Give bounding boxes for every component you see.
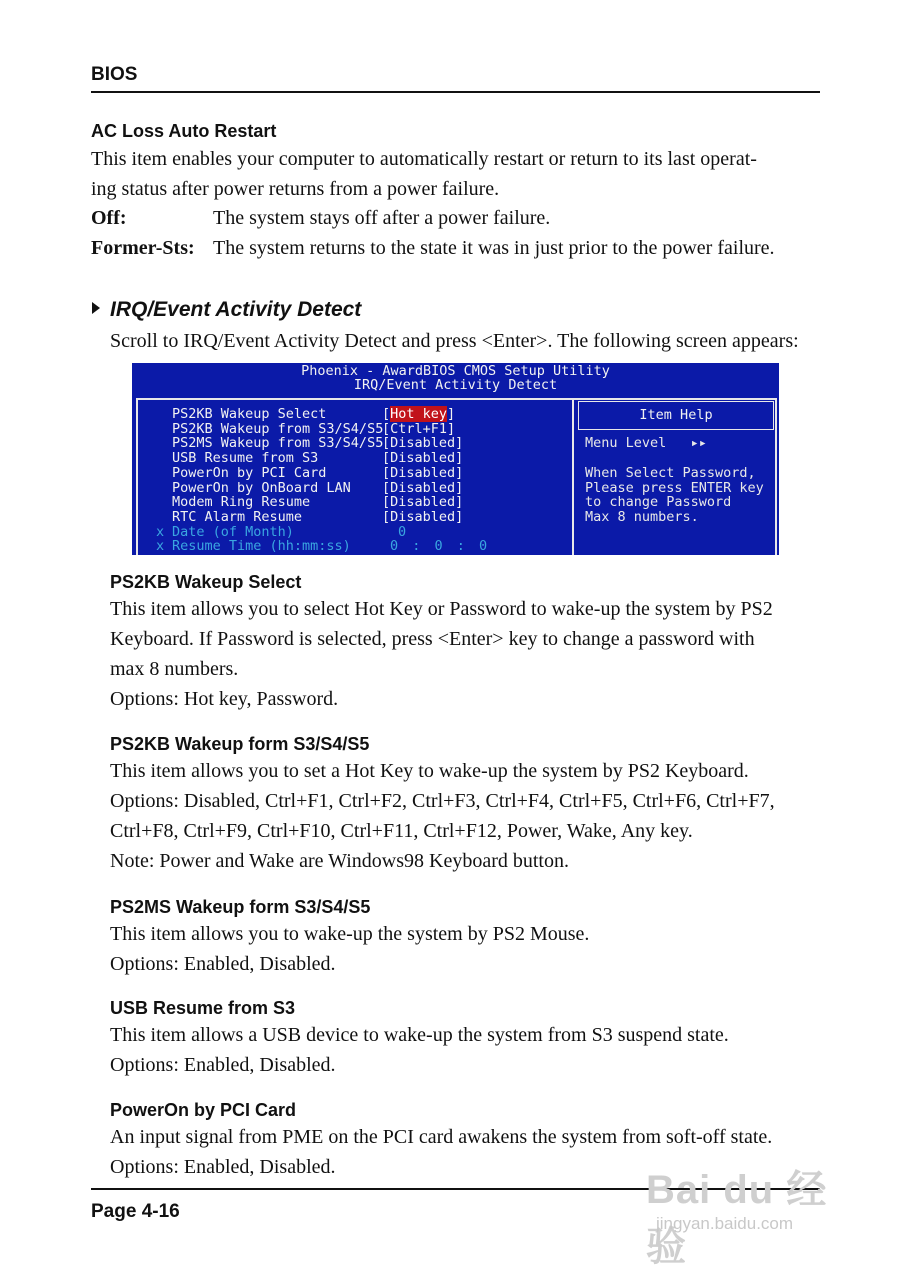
triangle-bullet-icon — [92, 302, 100, 314]
item-help-box — [578, 401, 774, 430]
ps2kb-form-note: Note: Power and Wake are Windows98 Keyboard button. — [110, 850, 569, 872]
option-term-off: Off: — [91, 207, 127, 229]
bios-row-ps2kb-select[interactable]: PS2KB Wakeup Select — [172, 406, 327, 422]
page-header-title: BIOS — [91, 64, 138, 85]
bios-value-poweron-pci[interactable]: [Disabled] — [382, 464, 464, 481]
bios-screenshot — [132, 363, 779, 555]
option-term-former-sts: Former-Sts: — [91, 237, 195, 259]
disabled-mark-date: x — [156, 523, 165, 540]
ps2ms-form-line-1: This item allows you to wake-up the system by PS2 Mouse. — [110, 923, 590, 945]
ps2ms-form-options: Options: Enabled, Disabled. — [110, 953, 336, 975]
baidu-watermark — [646, 1152, 856, 1269]
menu-level-label: Menu Level — [585, 435, 667, 451]
bios-value-ps2kb-wakeup[interactable]: [Ctrl+F1] — [382, 420, 456, 437]
watermark-logo-text: Bai du 经验 — [646, 1168, 828, 1269]
section-intro: Scroll to IRQ/Event Activity Detect and press <Enter>. The following screen appears: — [110, 330, 799, 352]
ac-loss-line-1: This item enables your computer to automatically restart or return to its last operat- — [91, 148, 757, 170]
ps2kb-form-line-3: Ctrl+F8, Ctrl+F9, Ctrl+F10, Ctrl+F11, Ctrl+F12, Power, Wake, Any key. — [110, 820, 693, 842]
bios-value-usb-resume[interactable]: [Disabled] — [382, 450, 464, 467]
ac-loss-heading: AC Loss Auto Restart — [91, 121, 277, 141]
ac-loss-line-2: ing status after power returns from a power failure. — [91, 178, 500, 200]
help-line-3: to change Password — [585, 494, 732, 511]
option-desc-off: The system stays off after a power failure. — [213, 207, 551, 229]
menu-level — [585, 436, 707, 451]
bios-value-date-of-month: 0 — [398, 523, 407, 540]
ps2kb-select-line-3: max 8 numbers. — [110, 658, 239, 680]
poweron-pci-heading: PowerOn by PCI Card — [110, 1100, 297, 1120]
bios-row-date-of-month: Date (of Month) — [172, 523, 294, 540]
section-title — [92, 298, 361, 322]
ps2kb-form-heading: PS2KB Wakeup form S3/S4/S5 — [110, 734, 370, 754]
bios-row-resume-time: Resume Time (hh:mm:ss) — [172, 538, 351, 555]
bios-value-rtc-alarm[interactable]: [Disabled] — [382, 508, 464, 525]
header-rule — [91, 91, 820, 93]
poweron-pci-line-1: An input signal from PME on the PCI card awakens the system from soft-off state. — [110, 1126, 773, 1148]
help-line-4: Max 8 numbers. — [585, 509, 699, 526]
bios-value-resume-time: 0 : 0 : 0 — [390, 538, 488, 555]
page-number: Page 4-16 — [91, 1201, 180, 1222]
ps2kb-form-line-2: Options: Disabled, Ctrl+F1, Ctrl+F2, Ctrl+F3, Ctrl+F4, Ctrl+F5, Ctrl+F6, Ctrl+F7, — [110, 790, 775, 812]
bios-row-poweron-pci[interactable]: PowerOn by PCI Card — [172, 464, 327, 481]
section-title-text: IRQ/Event Activity Detect — [110, 298, 362, 321]
bios-row-ps2ms-wakeup[interactable]: PS2MS Wakeup from S3/S4/S5 — [172, 435, 384, 452]
ps2ms-form-heading: PS2MS Wakeup form S3/S4/S5 — [110, 897, 371, 917]
menu-level-arrows-icon: ▸▸ — [690, 435, 707, 451]
bios-value-ps2kb-select[interactable]: [Hot key] — [382, 406, 456, 422]
option-desc-former-sts: The system returns to the state it was in just prior to the power failure. — [213, 237, 775, 259]
bios-row-usb-resume[interactable]: USB Resume from S3 — [172, 450, 319, 467]
bios-row-ps2kb-wakeup[interactable]: PS2KB Wakeup from S3/S4/S5 — [172, 420, 384, 437]
disabled-mark-resume-time: x — [156, 538, 165, 555]
bios-row-modem-ring[interactable]: Modem Ring Resume — [172, 494, 311, 511]
bios-value-poweron-lan[interactable]: [Disabled] — [382, 479, 464, 496]
item-help-title: Item Help — [639, 407, 713, 423]
poweron-pci-options: Options: Enabled, Disabled. — [110, 1156, 336, 1178]
ps2kb-select-heading: PS2KB Wakeup Select — [110, 572, 302, 592]
bios-value-modem-ring[interactable]: [Disabled] — [382, 494, 464, 511]
bios-title: Phoenix - AwardBIOS CMOS Setup Utility — [301, 363, 610, 379]
bios-subtitle: IRQ/Event Activity Detect — [353, 377, 558, 393]
usb-resume-heading: USB Resume from S3 — [110, 998, 296, 1018]
ps2kb-select-line-1: This item allows you to select Hot Key or Password to wake-up the system by PS2 — [110, 598, 773, 620]
help-line-1: When Select Password, — [585, 465, 756, 481]
usb-resume-line-1: This item allows a USB device to wake-up the system from S3 suspend state. — [110, 1024, 729, 1046]
bios-row-rtc-alarm[interactable]: RTC Alarm Resume — [172, 508, 303, 525]
ps2kb-select-line-2: Keyboard. If Password is selected, press <Enter> key to change a password with — [110, 628, 755, 650]
bios-row-poweron-lan[interactable]: PowerOn by OnBoard LAN — [172, 479, 351, 496]
ps2kb-select-options: Options: Hot key, Password. — [110, 688, 339, 710]
usb-resume-options: Options: Enabled, Disabled. — [110, 1054, 336, 1076]
bios-divider — [572, 398, 574, 555]
selected-value-highlight: Hot key — [390, 406, 448, 422]
ps2kb-form-line-1: This item allows you to set a Hot Key to wake-up the system by PS2 Keyboard. — [110, 760, 749, 782]
bios-value-ps2ms-wakeup[interactable]: [Disabled] — [382, 435, 464, 452]
help-line-2: Please press ENTER key — [585, 479, 764, 496]
watermark-url: jingyan.baidu.com — [656, 1214, 794, 1233]
